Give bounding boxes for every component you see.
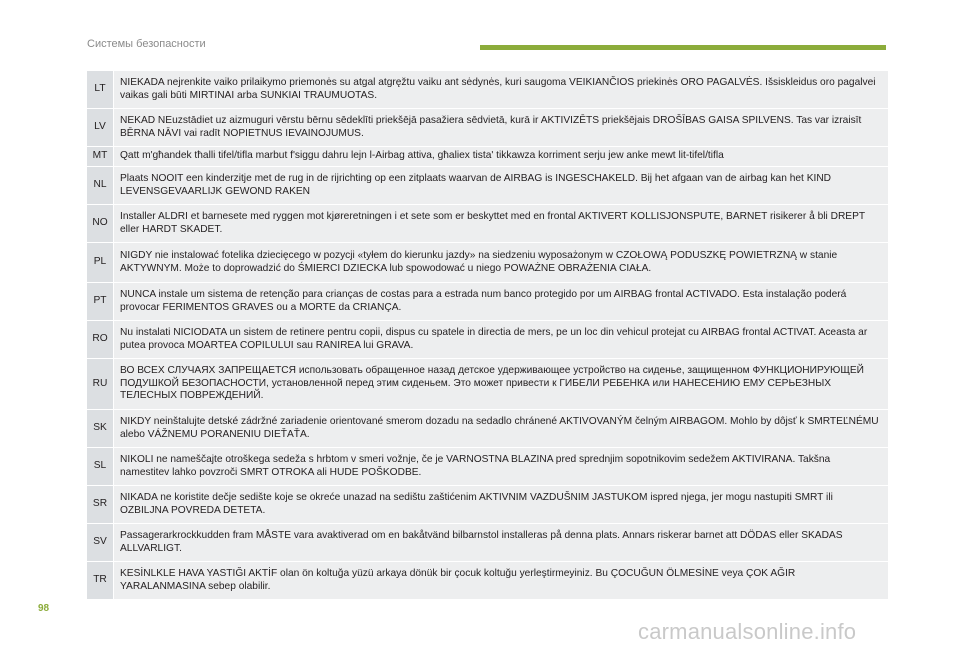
table-row <box>87 321 888 359</box>
page-header: Системы безопасности <box>87 38 206 50</box>
language-code: RU <box>87 359 114 410</box>
warning-text: Passagerarkrockkudden fram MÅSTE vara avaktiverad om en bakåtvänd bilbarnstol installeras på denna plats. Annars riskerar barnet att DÖDAS eller SKADAS ALLVARLIGT. <box>114 524 889 562</box>
language-code: SR <box>87 486 114 524</box>
language-code: PT <box>87 283 114 321</box>
language-code: NL <box>87 167 114 205</box>
table-row <box>87 71 888 109</box>
table-row <box>87 109 888 147</box>
table-row <box>87 283 888 321</box>
warning-text: NIKDY neinštalujte detské zádržné zariadenie orientované smerom dozadu na sedadlo chránené AKTIVOVANÝM čelným AIRBAGOM. Mohlo by dôjsť k SMRTEĽNÉMU alebo VÁŽNEMU PORANENIU DIEŤAŤA. <box>114 410 889 448</box>
language-code: LT <box>87 71 114 109</box>
warning-text: Qatt m'għandek tħalli tifel/tifla marbut f'siggu dahru lejn l-Airbag attiva, għaliex tista' tikkawza korriment serju jew anke mewt lit-tifel/tifla <box>114 147 889 167</box>
language-code: TR <box>87 562 114 600</box>
page-number: 98 <box>38 603 50 614</box>
warning-text: KESİNLKLE HAVA YASTIĞI AKTİF olan ön koltuğa yüzü arkaya dönük bir çocuk koltuğu yerleştirmeyiniz. Bu ÇOCUĞUN ÖLMESİNE veya ÇOK AĞIR YARALANMASINA sebep olabilir. <box>114 562 889 600</box>
language-code: SL <box>87 448 114 486</box>
language-code: PL <box>87 243 114 283</box>
table-row <box>87 448 888 486</box>
warning-language-table <box>87 70 888 600</box>
warning-text: Plaats NOOIT een kinderzitje met de rug in de rijrichting op een zitplaats waarvan de AIRBAG is INGESCHAKELD. Bij het afgaan van de airbag kan het KIND LEVENSGEVAARLIJK GEWOND RAKEN <box>114 167 889 205</box>
warning-text: NIEKADA nejrenkite vaiko prilaikymo priemonės su atgal atgręžtu vaiku ant sėdynės, kuri saugoma VEIKIANČIOS priekinės ORO PAGALVĖS. Išsiskleidus oro pagalvei vaikas gali būti MIRTINAI arba SUNKIAI TRAUMUOTAS. <box>114 71 889 109</box>
header-accent-bar <box>480 45 886 50</box>
warning-text: NUNCA instale um sistema de retenção para crianças de costas para a estrada num banco protegido por um AIRBAG frontal ACTIVADO. Esta instalação poderá provocar FERIMENTOS GRAVES ou a MORTE da CRIANÇA. <box>114 283 889 321</box>
table-row <box>87 147 888 167</box>
table-row <box>87 524 888 562</box>
language-code: RO <box>87 321 114 359</box>
table-row <box>87 205 888 243</box>
table-row <box>87 562 888 600</box>
warning-text: NEKAD NEuzstādiet uz aizmuguri vērstu bērnu sēdeklīti priekšējā pasažiera sēdvietā, kurā ir AKTIVIZĒTS priekšējais DROŠĪBAS GAISA SPILVENS. Tas var izraisīt BĒRNA NĀVI vai radīt NOPIETNUS IEVAINOJUMUS. <box>114 109 889 147</box>
warning-text: Installer ALDRI et barnesete med ryggen mot kjøreretningen i et sete som er beskyttet med en frontal AKTIVERT KOLLISJONSPUTE, BARNET risikerer å bli DREPT eller HARDT SKADET. <box>114 205 889 243</box>
language-code: NO <box>87 205 114 243</box>
warning-text: NIKOLI ne nameščajte otroškega sedeža s hrbtom v smeri vožnje, če je VARNOSTNA BLAZINA pred sprednjim sopotnikovim sedežem AKTIVIRANA. Takšna namestitev lahko povzroči SMRT OTROKA ali HUDE POŠKODBE. <box>114 448 889 486</box>
language-code: MT <box>87 147 114 167</box>
language-code: SV <box>87 524 114 562</box>
warning-text: NIGDY nie instalować fotelika dziecięcego w pozycji «tyłem do kierunku jazdy» na siedzeniu wyposażonym w CZOŁOWĄ PODUSZKĘ POWIETRZNĄ w stanie AKTYWNYM. Może to doprowadzić do ŚMIERCI DZIECKA lub spowodować u niego POWAŻNE OBRAŻENIA CIAŁA. <box>114 243 889 283</box>
table-row <box>87 359 888 410</box>
table-row <box>87 243 888 283</box>
language-code: LV <box>87 109 114 147</box>
warning-text: NIKADA ne koristite dečje sedište koje se okreće unazad na sedištu zaštićenim AKTIVNIM VAZDUŠNIM JASTUKOM ispred njega, jer mogu nastupiti SMRT ili OZBILJNA POVREDA DETETA. <box>114 486 889 524</box>
table-row <box>87 167 888 205</box>
site-watermark: carmanualsonline.info <box>638 619 857 644</box>
table-row <box>87 410 888 448</box>
warning-text: ВО ВСЕХ СЛУЧАЯХ ЗАПРЕЩАЕТСЯ использовать обращенное назад детское удерживающее устройство на сиденье, защищенном ФУНКЦИОНИРУЮЩЕЙ ПОДУШКОЙ БЕЗОПАСНОСТИ, установленной перед этим сиденьем. Это может привести к ГИБЕЛИ РЕБЕНКА или НАНЕСЕНИЮ ЕМУ СЕРЬЕЗНЫХ ТЕЛЕСНЫХ ПОВРЕЖДЕНИЙ. <box>114 359 889 410</box>
language-code: SK <box>87 410 114 448</box>
warning-text: Nu instalati NICIODATA un sistem de retinere pentru copii, dispus cu spatele in directia de mers, pe un loc din vehicul protejat cu AIRBAG frontal ACTIVAT. Aceasta ar putea provoca MOARTEA COPILULUI sau RANIREA lui GRAVA. <box>114 321 889 359</box>
table-row <box>87 486 888 524</box>
